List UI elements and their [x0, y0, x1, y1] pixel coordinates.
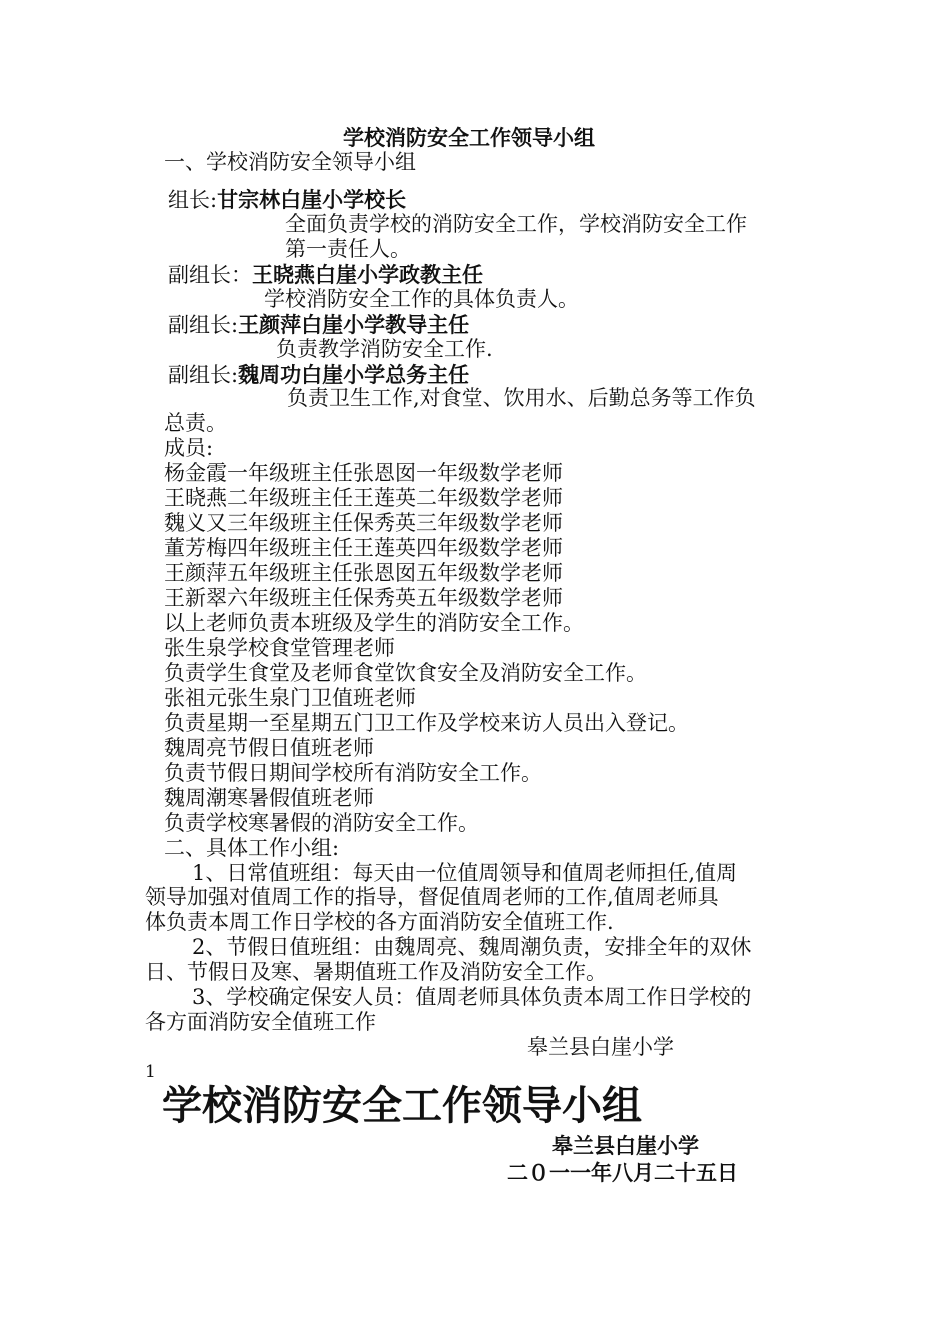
member-line: 魏义又三年级班主任保秀英三年级数学老师: [164, 511, 563, 535]
member-line: 负责学校寒暑假的消防安全工作。: [164, 811, 479, 835]
leader-line: [168, 187, 406, 213]
deputy3-name: 魏周功白崖小学总务主任: [238, 362, 470, 387]
para3-line: 各方面消防安全值班工作: [145, 1010, 376, 1034]
deputy2-duty: 负责教学消防安全工作.: [276, 337, 493, 361]
deputy1-line: [168, 262, 483, 288]
member-line: 张祖元张生泉门卫值班老师: [164, 686, 416, 710]
member-line: 王新翠六年级班主任保秀英五年级数学老师: [164, 586, 563, 610]
member-line: 张生泉学校食堂管理老师: [164, 636, 395, 660]
member-line: 负责节假日期间学校所有消防安全工作。: [164, 761, 542, 785]
section-heading-1: 一、学校消防安全领导小组: [164, 150, 416, 174]
leader-name: 甘宗林白崖小学校长: [217, 187, 407, 212]
deputy3-duty-2: 总责。: [164, 411, 227, 435]
para1-line: 1、日常值班组：每天由一位值周领导和值周老师担任,值周: [192, 861, 738, 885]
deputy2-role: 副组长:: [168, 313, 239, 337]
deputy2-line: [168, 312, 469, 338]
deputy2-name: 王颜萍白崖小学教导主任: [238, 312, 470, 337]
deputy1-duty: 学校消防安全工作的具体负责人。: [264, 287, 579, 311]
section-heading-2: 二、具体工作小组:: [164, 836, 340, 860]
deputy3-role: 副组长:: [168, 363, 239, 387]
para3-line: 3、学校确定保安人员：值周老师具体负责本周工作日学校的: [192, 985, 752, 1009]
member-line: 魏周亮节假日值班老师: [164, 736, 374, 760]
member-line: 以上老师负责本班级及学生的消防安全工作。: [164, 611, 584, 635]
leader-duty-1: 全面负责学校的消防安全工作，学校消防安全工作: [285, 212, 747, 236]
leader-duty-2: 第一责任人。: [285, 237, 411, 261]
cover-date: 二０一一年八月二十五日: [507, 1160, 738, 1185]
member-line: 王颜萍五年级班主任张恩囡五年级数学老师: [164, 561, 563, 585]
cover-school: 皋兰县白崖小学: [552, 1133, 699, 1158]
member-line: 负责学生食堂及老师食堂饮食安全及消防安全工作。: [164, 661, 647, 685]
cover-title: 学校消防安全工作领导小组: [162, 1082, 642, 1129]
member-line: 董芳梅四年级班主任王莲英四年级数学老师: [164, 536, 563, 560]
deputy3-line: [168, 362, 469, 388]
members-label: 成员:: [164, 436, 214, 460]
doc-title: 学校消防安全工作领导小组: [343, 125, 595, 150]
member-line: 负责星期一至星期五门卫工作及学校来访人员出入登记。: [164, 711, 689, 735]
deputy1-role: 副组长：: [168, 263, 252, 287]
deputy1-name: 王晓燕白崖小学政教主任: [252, 262, 483, 287]
leader-role: 组长:: [168, 188, 218, 212]
doc-signature: 皋兰县白崖小学: [527, 1035, 674, 1059]
member-line: 魏周潮寒暑假值班老师: [164, 786, 374, 810]
member-line: 王晓燕二年级班主任王莲英二年级数学老师: [164, 486, 563, 510]
page-number: 1: [145, 1062, 156, 1082]
para2-line: 日、节假日及寒、暑期值班工作及消防安全工作。: [145, 960, 607, 984]
para1-line: 体负责本周工作日学校的各方面消防安全值班工作.: [145, 910, 614, 934]
deputy3-duty-1: 负责卫生工作,对食堂、饮用水、后勤总务等工作负: [287, 386, 756, 410]
member-line: 杨金霞一年级班主任张恩囡一年级数学老师: [164, 461, 563, 485]
para2-line: 2、节假日值班组：由魏周亮、魏周潮负责，安排全年的双休: [192, 935, 752, 959]
para1-line: 领导加强对值周工作的指导，督促值周老师的工作,值周老师具: [145, 885, 719, 909]
